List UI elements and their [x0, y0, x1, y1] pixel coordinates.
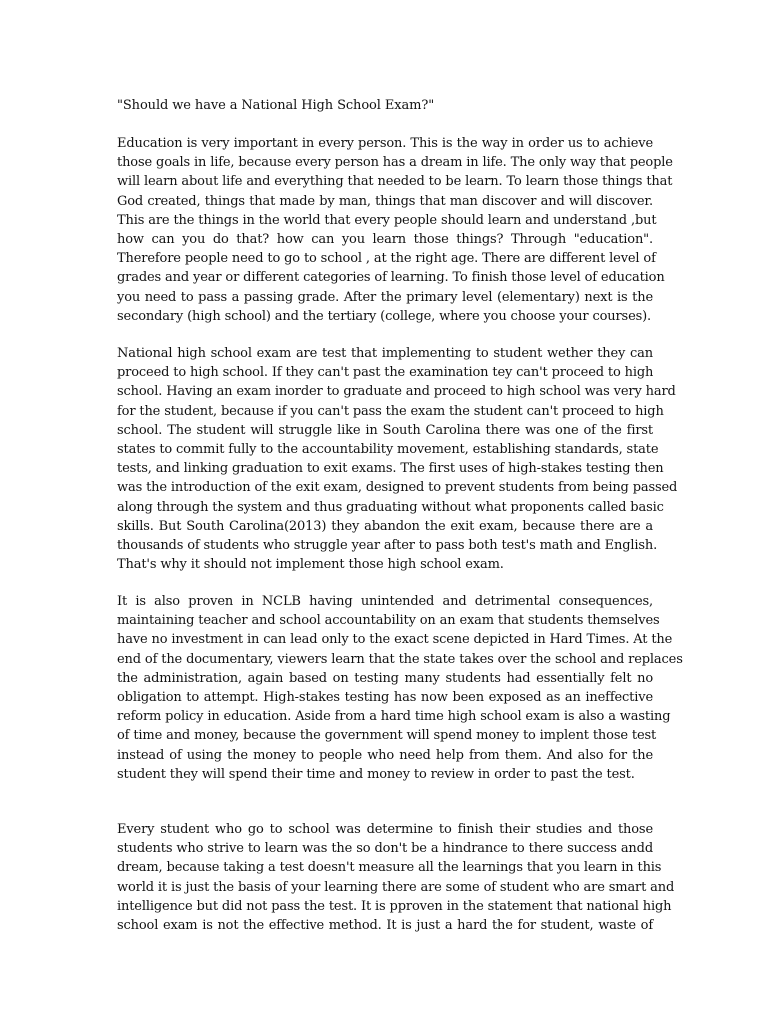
paragraph-line: student they will spend their time and money to review in order to past the test. [117, 766, 635, 782]
paragraph-line: grades and year or different categories of learning. To finish those level of education [117, 270, 665, 286]
paragraph-line: maintaining teacher and school accountability on an exam that students themselves [117, 613, 660, 629]
paragraph-line: of time and money, because the government will spend money to implent those test [117, 728, 657, 744]
paragraph-every-student [117, 820, 675, 935]
paragraph-line: was the introduction of the exit exam, designed to prevent students from being passed [117, 480, 678, 496]
paragraph-line: National high school exam are test that implementing to student wether they can [117, 346, 653, 361]
paragraph-line: how can you do that? how can you learn those things? Through "education". [117, 232, 653, 248]
paragraph-line: you need to pass a passing grade. After the primary level (elementary) next is the [117, 289, 653, 305]
paragraph-education [117, 134, 673, 326]
paragraph-line: school. Having an exam inorder to graduate and proceed to high school was very hard [117, 384, 676, 400]
paragraph-line: obligation to attempt. High-stakes testing has now been exposed as an ineffective [117, 690, 653, 706]
paragraph-line: It is also proven in NCLB having unintended and detrimental consequences, [117, 594, 653, 609]
paragraph-line: Every student who go to school was determine to finish their studies and those [117, 822, 653, 837]
paragraph-line: world it is just the basis of your learning there are some of student who are smart and [117, 879, 675, 895]
paragraph-line: instead of using the money to people who need help from them. And also for the [117, 747, 653, 763]
paragraph-line: end of the documentary, viewers learn that the state takes over the school and replaces [117, 651, 683, 667]
paragraph-line: intelligence but did not pass the test. It is pproven in the statement that national high [117, 898, 672, 914]
paragraph-line: God created, things that made by man, things that man discover and will discover. [117, 193, 653, 209]
paragraph-line: dream, because taking a test doesn't measure all the learnings that you learn in this [117, 860, 662, 876]
paragraph-line: along through the system and thus graduating without what proponents called basic [117, 499, 664, 515]
paragraph-line: Therefore people need to go to school , at the right age. There are different level of [117, 251, 656, 267]
paragraph-line: those goals in life, because every person has a dream in life. The only way that people [117, 155, 673, 171]
paragraph-line: This are the things in the world that every people should learn and understand ,but [117, 212, 657, 228]
paragraph-line: school. The student will struggle like in South Carolina there was one of the first [117, 422, 653, 438]
paragraph-line: school exam is not the effective method. It is just a hard the for student, waste of [117, 918, 653, 934]
paragraph-line: students who strive to learn was the so don't be a hindrance to there success andd [117, 841, 653, 857]
paragraph-line: reform policy in education. Aside from a hard time high school exam is also a wasting [117, 709, 671, 725]
document-title: "Should we have a National High School Exam?" [117, 98, 435, 113]
paragraph-line: will learn about life and everything that needed to be learn. To learn those things that [117, 174, 673, 190]
paragraph-line: Education is very important in every person. This is the way in order us to achieve [117, 136, 653, 151]
paragraph-line: have no investment in can lead only to the exact scene depicted in Hard Times. At the [117, 632, 673, 648]
paragraph-nclb [117, 592, 683, 784]
paragraph-national-exam [117, 344, 678, 574]
paragraph-line: tests, and linking graduation to exit exams. The first uses of high-stakes testing then [117, 461, 664, 477]
paragraph-line: proceed to high school. If they can't past the examination tey can't proceed to high [117, 365, 654, 381]
paragraph-line: thousands of students who struggle year after to pass both test's math and English. [117, 538, 658, 554]
paragraph-line: That's why it should not implement those high school exam. [117, 557, 504, 573]
paragraph-line: the administration, again based on testing many students had essentially felt no [117, 670, 653, 686]
paragraph-line: states to commit fully to the accountability movement, establishing standards, state [117, 442, 659, 458]
paragraph-line: for the student, because if you can't pass the exam the student can't proceed to high [117, 403, 664, 419]
paragraph-line: secondary (high school) and the tertiary (college, where you choose your courses). [117, 308, 652, 324]
paragraph-line: skills. But South Carolina(2013) they abandon the exit exam, because there are a [117, 518, 653, 534]
